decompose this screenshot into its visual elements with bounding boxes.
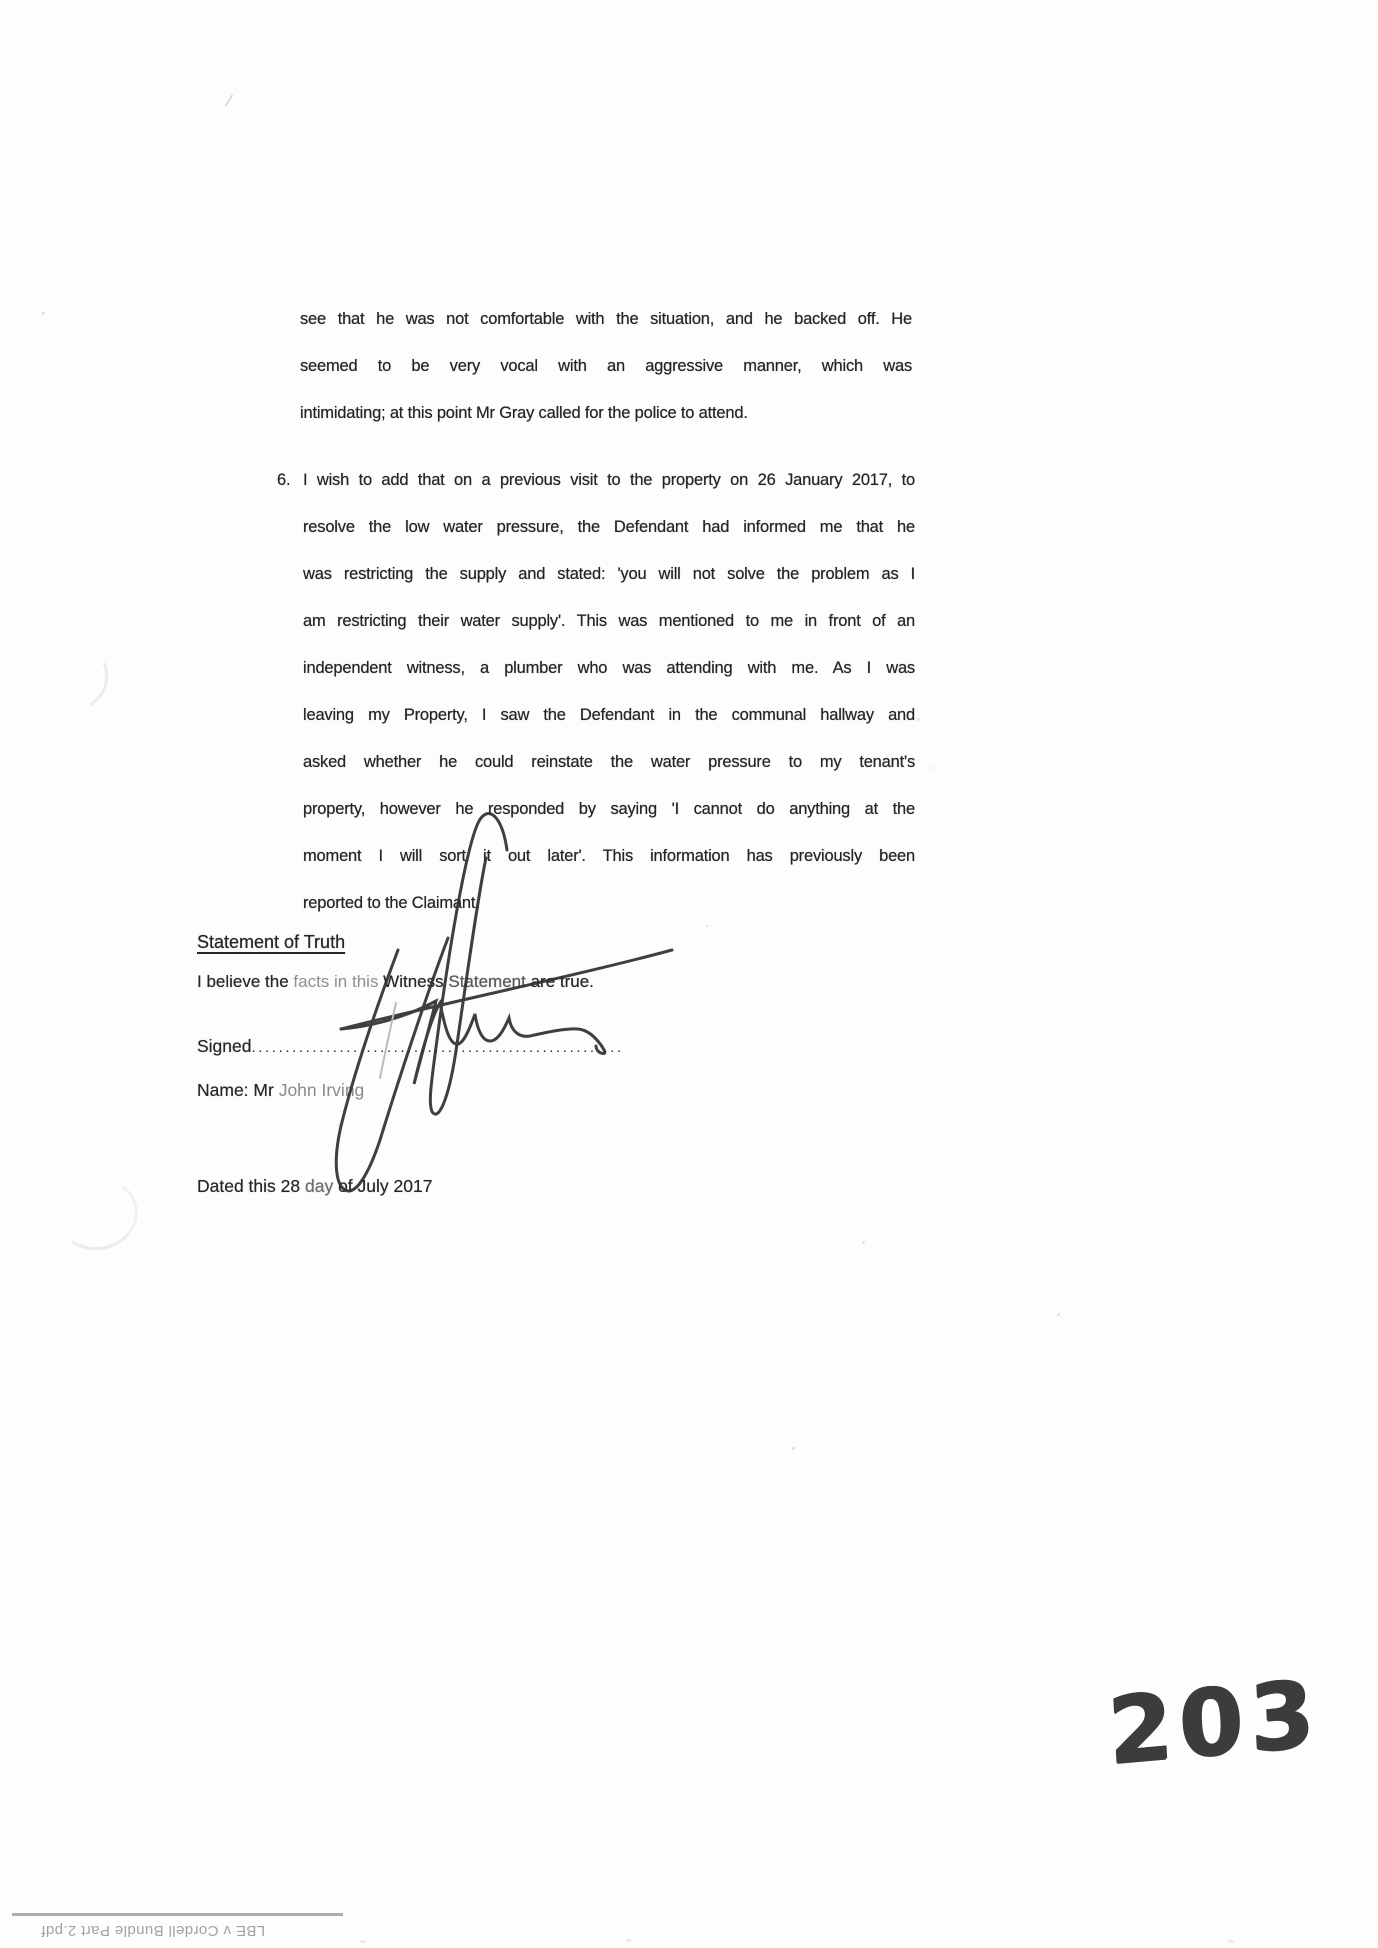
- handwritten-page-number: 203: [1105, 1659, 1324, 1786]
- belief-suffix: are true.: [525, 972, 594, 991]
- belief-prefix: I believe the: [197, 972, 294, 991]
- scan-speck: [42, 312, 45, 315]
- paragraph-continuation: [300, 296, 912, 437]
- signed-label: Signed: [197, 1036, 252, 1056]
- dated-suffix: of July 2017: [333, 1176, 433, 1196]
- belief-statement-word: Statement: [448, 972, 526, 991]
- numbered-item-6: [277, 457, 917, 927]
- scan-speck: [626, 1939, 631, 1942]
- paragraph-line: seemed to be very vocal with an aggressive manner, which was: [300, 357, 912, 375]
- belief-line: [197, 968, 594, 996]
- scan-speck: [1228, 1940, 1234, 1943]
- scan-speck: [338, 1124, 340, 1126]
- signature-dotted-line: .......................................................: [251, 1039, 624, 1056]
- item-text: [303, 457, 915, 927]
- dated-row: [197, 1172, 432, 1200]
- scan-speck: [792, 1447, 795, 1450]
- item-line: am restricting their water supply'. This was mentioned to me in front of an: [303, 612, 915, 630]
- scan-speck: [862, 1241, 865, 1244]
- scan-speck: [706, 925, 708, 927]
- scan-speck: [360, 1940, 366, 1943]
- paragraph-line: intimidating; at this point Mr Gray called for the police to attend.: [300, 404, 748, 422]
- statement-of-truth-heading: Statement of Truth: [197, 932, 346, 952]
- scan-speck: [917, 718, 920, 721]
- dated-prefix: Dated this 28: [197, 1176, 305, 1196]
- name-label: Name: Mr: [197, 1080, 279, 1100]
- item-line: moment I will sort it out later'. This information has previously been: [303, 847, 915, 865]
- hole-punch-shadow: [51, 1173, 142, 1256]
- item-line: asked whether he could reinstate the water pressure to my tenant's: [303, 753, 915, 771]
- item-line: reported to the Claimant.: [303, 894, 480, 912]
- item-line: resolve the low water pressure, the Defendant had informed me that he: [303, 518, 915, 536]
- paragraph-line: see that he was not comfortable with the situation, and he backed off. He: [300, 310, 912, 328]
- hole-punch-shadow: [42, 639, 117, 718]
- footer-divider-line: [12, 1913, 343, 1916]
- item-line: was restricting the supply and stated: 'you will not solve the problem as I: [303, 565, 915, 583]
- item-line: leaving my Property, I saw the Defendant in the communal hallway and: [303, 706, 915, 724]
- signed-row: [197, 1032, 624, 1062]
- scan-speck: [1057, 1313, 1060, 1316]
- scan-speck: [225, 94, 234, 106]
- scan-speck: [930, 767, 932, 769]
- item-line: independent witness, a plumber who was attending with me. As I was: [303, 659, 915, 677]
- item-line: I wish to add that on a previous visit to the property on 26 January 2017, to: [303, 471, 915, 489]
- name-value: John Irving: [278, 1080, 365, 1100]
- dated-day-word: day: [304, 1176, 334, 1196]
- name-row: [197, 1076, 364, 1104]
- item-number: 6.: [277, 471, 291, 489]
- footer-filename-upside-down: LBE v Cordell Bundle Part 2.pdf: [40, 1922, 266, 1939]
- belief-mid: Witness: [378, 972, 449, 991]
- item-line: property, however he responded by saying 'I cannot do anything at the: [303, 800, 915, 818]
- belief-faded-text: facts in this: [293, 972, 379, 991]
